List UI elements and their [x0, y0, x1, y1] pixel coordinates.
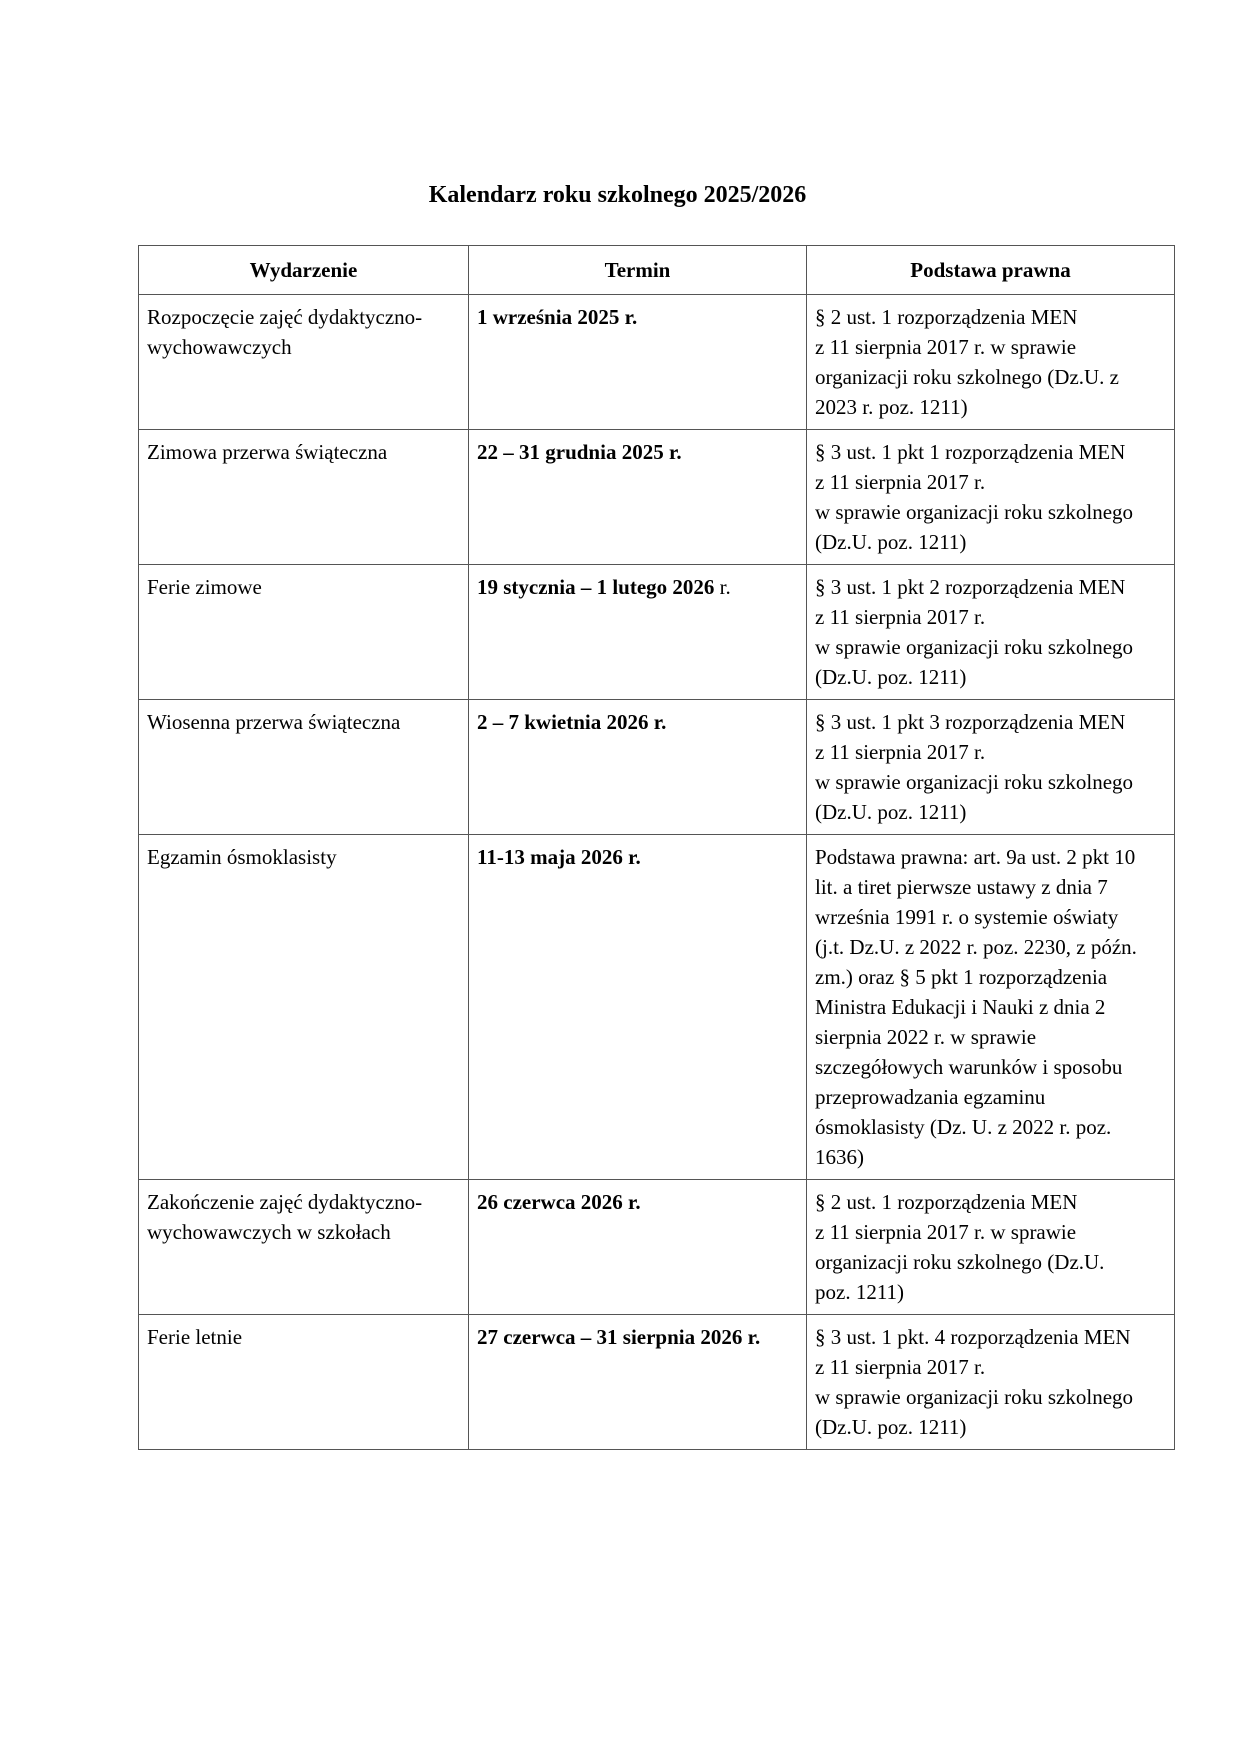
date-text: 2 – 7 kwietnia 2026 r.: [477, 710, 667, 734]
event-text-line: Rozpoczęcie zajęć dydaktyczno-: [147, 305, 423, 329]
date-text: 19 stycznia – 1 lutego 2026: [477, 575, 715, 599]
legal-basis-line: § 3 ust. 1 pkt 1 rozporządzenia MEN: [815, 440, 1126, 464]
table-body: [139, 295, 1175, 1450]
event-cell: [139, 1180, 469, 1315]
legal-basis-line: Podstawa prawna: art. 9a ust. 2 pkt 10: [815, 845, 1136, 869]
date-suffix-text: r.: [714, 575, 731, 599]
legal-basis-cell: [807, 295, 1175, 430]
legal-basis-line: (Dz.U. poz. 1211): [815, 800, 967, 824]
legal-basis-line: z 11 sierpnia 2017 r.: [815, 1355, 986, 1379]
legal-basis-line: (Dz.U. poz. 1211): [815, 1415, 967, 1439]
event-cell: [139, 1315, 469, 1450]
table-row: [139, 565, 1175, 700]
event-cell: [139, 700, 469, 835]
legal-basis-line: zm.) oraz § 5 pkt 1 rozporządzenia: [815, 965, 1108, 989]
date-text: 11-13 maja 2026 r.: [477, 845, 641, 869]
legal-basis-line: ósmoklasisty (Dz. U. z 2022 r. poz.: [815, 1115, 1112, 1139]
legal-basis-line: w sprawie organizacji roku szkolnego: [815, 635, 1134, 659]
legal-basis-line: z 11 sierpnia 2017 r.: [815, 470, 986, 494]
legal-basis-line: § 2 ust. 1 rozporządzenia MEN: [815, 305, 1078, 329]
event-text-line: Egzamin ósmoklasisty: [147, 845, 337, 869]
legal-basis-line: szczegółowych warunków i sposobu: [815, 1055, 1123, 1079]
event-text-line: wychowawczych w szkołach: [147, 1220, 391, 1244]
event-cell: [139, 430, 469, 565]
event-text-line: Wiosenna przerwa świąteczna: [147, 710, 401, 734]
legal-basis-line: § 3 ust. 1 pkt 3 rozporządzenia MEN: [815, 710, 1126, 734]
table-row: [139, 430, 1175, 565]
legal-basis-cell: [807, 1180, 1175, 1315]
legal-basis-line: z 11 sierpnia 2017 r.: [815, 605, 986, 629]
date-text: 26 czerwca 2026 r.: [477, 1190, 641, 1214]
table-row: [139, 700, 1175, 835]
legal-basis-line: z 11 sierpnia 2017 r.: [815, 740, 986, 764]
event-text-line: Zakończenie zajęć dydaktyczno-: [147, 1190, 423, 1214]
date-cell: [469, 1180, 807, 1315]
table-row: [139, 295, 1175, 430]
event-text-line: Ferie letnie: [147, 1325, 243, 1349]
table-header-row: [139, 246, 1175, 295]
legal-basis-cell: [807, 835, 1175, 1180]
date-cell: [469, 835, 807, 1180]
legal-basis-line: z 11 sierpnia 2017 r. w sprawie: [815, 1220, 1077, 1244]
legal-basis-line: przeprowadzania egzaminu: [815, 1085, 1046, 1109]
legal-basis-line: w sprawie organizacji roku szkolnego: [815, 770, 1134, 794]
date-cell: [469, 565, 807, 700]
date-text: 1 września 2025 r.: [477, 305, 638, 329]
column-header-legal-basis: Podstawa prawna: [807, 246, 1175, 295]
event-cell: [139, 295, 469, 430]
legal-basis-line: lit. a tiret pierwsze ustawy z dnia 7: [815, 875, 1108, 899]
event-cell: [139, 565, 469, 700]
table-row: [139, 835, 1175, 1180]
date-text: 22 – 31 grudnia 2025 r.: [477, 440, 682, 464]
event-text-line: wychowawczych: [147, 335, 292, 359]
legal-basis-line: organizacji roku szkolnego (Dz.U.: [815, 1250, 1105, 1274]
legal-basis-line: sierpnia 2022 r. w sprawie: [815, 1025, 1037, 1049]
legal-basis-line: 2023 r. poz. 1211): [815, 395, 968, 419]
date-cell: [469, 700, 807, 835]
legal-basis-line: § 3 ust. 1 pkt 2 rozporządzenia MEN: [815, 575, 1126, 599]
date-cell: [469, 1315, 807, 1450]
legal-basis-line: § 3 ust. 1 pkt. 4 rozporządzenia MEN: [815, 1325, 1131, 1349]
legal-basis-cell: [807, 1315, 1175, 1450]
legal-basis-cell: [807, 700, 1175, 835]
legal-basis-line: w sprawie organizacji roku szkolnego: [815, 1385, 1134, 1409]
legal-basis-line: § 2 ust. 1 rozporządzenia MEN: [815, 1190, 1078, 1214]
date-cell: [469, 430, 807, 565]
column-header-event: Wydarzenie: [139, 246, 469, 295]
legal-basis-line: Ministra Edukacji i Nauki z dnia 2: [815, 995, 1106, 1019]
legal-basis-line: września 1991 r. o systemie oświaty: [815, 905, 1119, 929]
legal-basis-line: z 11 sierpnia 2017 r. w sprawie: [815, 335, 1077, 359]
page-title: Kalendarz roku szkolnego 2025/2026: [428, 182, 807, 208]
legal-basis-line: (Dz.U. poz. 1211): [815, 665, 967, 689]
date-text: 27 czerwca – 31 sierpnia 2026 r.: [477, 1325, 761, 1349]
table-row: [139, 1315, 1175, 1450]
date-cell: [469, 295, 807, 430]
legal-basis-line: w sprawie organizacji roku szkolnego: [815, 500, 1134, 524]
column-header-date: Termin: [469, 246, 807, 295]
legal-basis-line: (j.t. Dz.U. z 2022 r. poz. 2230, z późn.: [815, 935, 1137, 959]
table-row: [139, 1180, 1175, 1315]
legal-basis-cell: [807, 430, 1175, 565]
school-calendar-table: [138, 245, 1175, 1450]
event-cell: [139, 835, 469, 1180]
event-text-line: Ferie zimowe: [147, 575, 262, 599]
legal-basis-line: poz. 1211): [815, 1280, 905, 1304]
legal-basis-line: organizacji roku szkolnego (Dz.U. z: [815, 365, 1120, 389]
legal-basis-line: 1636): [815, 1145, 864, 1169]
legal-basis-line: (Dz.U. poz. 1211): [815, 530, 967, 554]
legal-basis-cell: [807, 565, 1175, 700]
event-text-line: Zimowa przerwa świąteczna: [147, 440, 388, 464]
